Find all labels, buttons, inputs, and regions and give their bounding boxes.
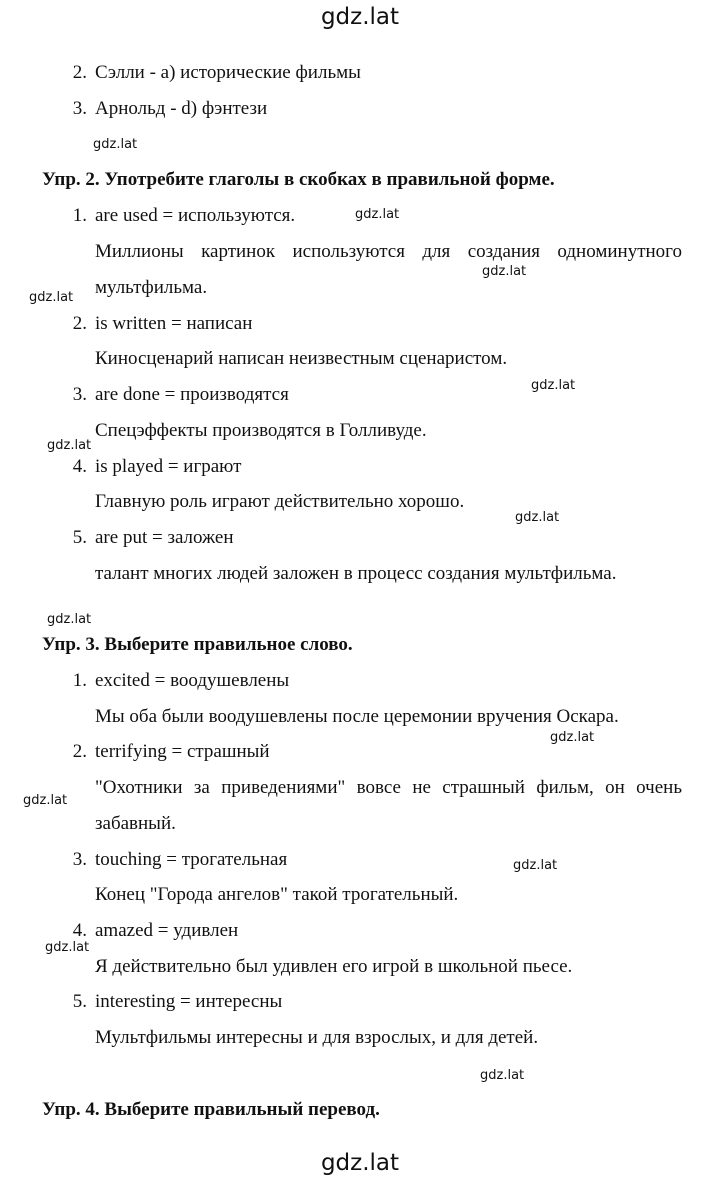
- watermark: gdz.lat: [482, 264, 527, 279]
- watermark: gdz.lat: [23, 793, 68, 808]
- site-footer: gdz.lat: [320, 1150, 400, 1176]
- answer-line: are put = заложен: [95, 527, 234, 548]
- list-number: 3.: [72, 384, 87, 405]
- list-number: 2.: [72, 741, 87, 762]
- list-number: 1.: [72, 670, 87, 691]
- watermark: gdz.lat: [480, 1068, 525, 1083]
- watermark: gdz.lat: [515, 510, 560, 525]
- sentence-line: Главную роль играют действительно хорошо.: [95, 491, 465, 512]
- watermark: gdz.lat: [29, 290, 74, 305]
- exercise-4-heading: Упр. 4. Выберите правильный перевод.: [42, 1099, 380, 1120]
- watermark: gdz.lat: [550, 730, 595, 745]
- sentence-line: Конец "Города ангелов" такой трогательный.: [95, 884, 459, 905]
- list-number: 4.: [72, 456, 87, 477]
- answer-line: are done = производятся: [95, 384, 289, 405]
- answer-line: is written = написан: [95, 313, 253, 334]
- exercise-3-heading: Упр. 3. Выберите правильное слово.: [42, 634, 353, 655]
- sentence-line: талант многих людей заложен в процесс создания мультфильма.: [95, 563, 617, 584]
- site-header: gdz.lat: [320, 4, 400, 30]
- list-number: 2.: [72, 62, 87, 83]
- sentence-line: Я действительно был удивлен его игрой в школьной пьесе.: [95, 956, 573, 977]
- list-number: 1.: [72, 205, 87, 226]
- list-number: 4.: [72, 920, 87, 941]
- sentence-line: забавный.: [95, 813, 176, 834]
- answer-line: interesting = интересны: [95, 991, 283, 1012]
- watermark: gdz.lat: [47, 612, 92, 627]
- sentence-line: Мы оба были воодушевлены после церемонии вручения Оскара.: [95, 706, 619, 727]
- answer-line: touching = трогательная: [95, 849, 288, 870]
- sentence-line: Мультфильмы интересны и для взрослых, и для детей.: [95, 1027, 539, 1048]
- watermark: gdz.lat: [531, 378, 576, 393]
- answer-line: excited = воодушевлены: [95, 670, 290, 691]
- answer-line: amazed = удивлен: [95, 920, 239, 941]
- sentence-line: "Охотники за приведениями" вовсе не страшный фильм, он очень: [95, 777, 682, 798]
- list-item: Арнольд - d) фэнтези: [95, 98, 268, 119]
- list-number: 2.: [72, 313, 87, 334]
- watermark: gdz.lat: [513, 858, 558, 873]
- watermark: gdz.lat: [45, 940, 90, 955]
- watermark: gdz.lat: [93, 137, 138, 152]
- list-number: 3.: [72, 98, 87, 119]
- watermark: gdz.lat: [47, 438, 92, 453]
- list-number: 3.: [72, 849, 87, 870]
- watermark: gdz.lat: [355, 207, 400, 222]
- list-item: Сэлли - a) исторические фильмы: [95, 62, 361, 83]
- list-number: 5.: [72, 991, 87, 1012]
- exercise-2-heading: Упр. 2. Употребите глаголы в скобках в правильной форме.: [42, 169, 555, 190]
- list-number: 5.: [72, 527, 87, 548]
- sentence-line: мультфильма.: [95, 277, 208, 298]
- answer-line: terrifying = страшный: [95, 741, 270, 762]
- sentence-line: Киносценарий написан неизвестным сценаристом.: [95, 348, 508, 369]
- answer-line: are used = используются.: [95, 205, 296, 226]
- answer-line: is played = играют: [95, 456, 242, 477]
- sentence-line: Спецэффекты производятся в Голливуде.: [95, 420, 427, 441]
- sentence-line: Миллионы картинок используются для создания одноминутного: [95, 241, 682, 262]
